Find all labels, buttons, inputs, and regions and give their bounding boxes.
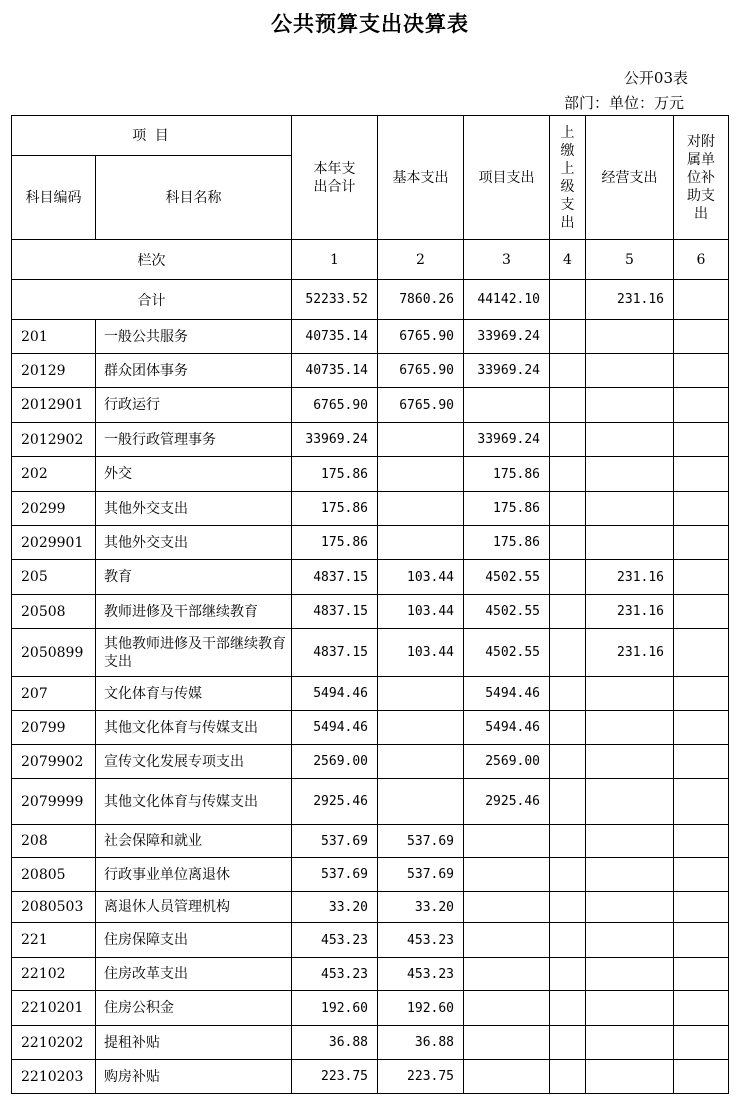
amount-project [464,1026,550,1060]
amount-basic [378,492,464,526]
table-row [12,825,729,858]
amount-project: 4502.55 [464,595,550,629]
amount-project: 175.86 [464,492,550,526]
amount-upper [550,526,586,560]
amount-basic [378,711,464,745]
amount-business [586,457,674,492]
amount-total: 537.69 [292,825,378,858]
amount-subsidy [674,745,729,779]
total-label: 合计 [12,280,292,320]
amount-basic: 36.88 [378,1026,464,1060]
amount-total: 33.20 [292,892,378,923]
amount-upper [550,423,586,457]
amount-subsidy [674,492,729,526]
header-name: 科目名称 [96,156,292,240]
subject-code: 2029901 [12,526,96,560]
table-row [12,595,729,629]
amount-business [586,892,674,923]
subject-name: 其他外交支出 [96,526,292,560]
table-row [12,423,729,457]
table-row [12,711,729,745]
total-cell: 7860.26 [378,280,464,320]
amount-project: 33969.24 [464,354,550,388]
column-number: 3 [464,240,550,280]
header-basic: 基本支出 [378,116,464,240]
header-code: 科目编码 [12,156,96,240]
total-cell: 44142.10 [464,280,550,320]
amount-total: 2569.00 [292,745,378,779]
amount-upper [550,354,586,388]
amount-project [464,858,550,892]
amount-business [586,958,674,991]
amount-total: 40735.14 [292,354,378,388]
subject-code: 20805 [12,858,96,892]
table-row [12,858,729,892]
amount-business [586,711,674,745]
subject-code: 2210201 [12,991,96,1026]
page-title: 公共预算支出决算表 [271,12,469,36]
amount-subsidy [674,892,729,923]
subject-name: 提租补贴 [96,1026,292,1060]
amount-upper [550,492,586,526]
amount-business [586,825,674,858]
amount-total: 5494.46 [292,677,378,711]
amount-project: 2569.00 [464,745,550,779]
amount-subsidy [674,958,729,991]
subject-name: 文化体育与传媒 [96,677,292,711]
amount-upper [550,958,586,991]
header-item-group: 项 目 [12,116,292,156]
amount-basic [378,745,464,779]
amount-total: 175.86 [292,526,378,560]
amount-subsidy [674,779,729,825]
amount-basic [378,457,464,492]
amount-basic: 6765.90 [378,354,464,388]
amount-upper [550,745,586,779]
amount-subsidy [674,595,729,629]
subject-code: 208 [12,825,96,858]
amount-subsidy [674,858,729,892]
total-cell [674,280,729,320]
amount-upper [550,388,586,423]
column-number: 5 [586,240,674,280]
amount-project: 175.86 [464,526,550,560]
amount-total: 175.86 [292,457,378,492]
header-upper: 上缴上级支出 [550,116,586,240]
amount-subsidy [674,526,729,560]
amount-project: 4502.55 [464,629,550,677]
amount-basic [378,423,464,457]
table-row [12,629,729,677]
amount-subsidy [674,560,729,595]
amount-business [586,388,674,423]
amount-project: 33969.24 [464,423,550,457]
amount-basic: 223.75 [378,1060,464,1094]
amount-project: 4502.55 [464,560,550,595]
amount-subsidy [674,320,729,354]
table-row [12,320,729,354]
subject-code: 2079902 [12,745,96,779]
subject-code: 20508 [12,595,96,629]
column-number: 4 [550,240,586,280]
amount-business [586,991,674,1026]
amount-business [586,526,674,560]
subject-name: 一般行政管理事务 [96,423,292,457]
amount-basic: 103.44 [378,595,464,629]
table-row [12,1026,729,1060]
amount-business [586,923,674,958]
table-row [12,677,729,711]
subject-name: 其他文化体育与传媒支出 [96,711,292,745]
amount-project: 5494.46 [464,711,550,745]
table-row [12,457,729,492]
subject-code: 2012901 [12,388,96,423]
amount-total: 36.88 [292,1026,378,1060]
amount-basic [378,677,464,711]
header-project: 项目支出 [464,116,550,240]
amount-upper [550,858,586,892]
amount-upper [550,1060,586,1094]
amount-total: 5494.46 [292,711,378,745]
amount-business [586,320,674,354]
subject-name: 外交 [96,457,292,492]
subject-code: 2210203 [12,1060,96,1094]
table-row [12,492,729,526]
amount-upper [550,629,586,677]
subject-code: 2079999 [12,779,96,825]
amount-upper [550,711,586,745]
subject-name: 住房保障支出 [96,923,292,958]
amount-total: 40735.14 [292,320,378,354]
header-business: 经营支出 [586,116,674,240]
amount-subsidy [674,354,729,388]
amount-business [586,1026,674,1060]
amount-basic: 537.69 [378,858,464,892]
amount-total: 4837.15 [292,595,378,629]
subject-name: 教师进修及干部继续教育 [96,595,292,629]
subject-name: 社会保障和就业 [96,825,292,858]
subject-name: 住房公积金 [96,991,292,1026]
amount-basic [378,526,464,560]
column-number: 6 [674,240,729,280]
amount-total: 223.75 [292,1060,378,1094]
subject-code: 205 [12,560,96,595]
amount-basic: 103.44 [378,629,464,677]
amount-business [586,779,674,825]
amount-upper [550,320,586,354]
amount-project: 5494.46 [464,677,550,711]
column-number: 2 [378,240,464,280]
amount-business [586,354,674,388]
amount-basic: 6765.90 [378,320,464,354]
subject-code: 2050899 [12,629,96,677]
table-row [12,1060,729,1094]
amount-business [586,492,674,526]
amount-business [586,1060,674,1094]
header-subsidy: 对附属单位补助支出 [674,116,729,240]
form-number: 公开03表 [623,69,688,87]
amount-upper [550,825,586,858]
subject-name: 行政运行 [96,388,292,423]
amount-project [464,991,550,1026]
subject-code: 22102 [12,958,96,991]
table-row [12,991,729,1026]
subject-code: 20799 [12,711,96,745]
amount-basic: 192.60 [378,991,464,1026]
amount-project [464,892,550,923]
amount-total: 537.69 [292,858,378,892]
amount-business: 231.16 [586,560,674,595]
header-total: 本年支出合计 [292,116,378,240]
subject-name: 其他外交支出 [96,492,292,526]
table-row [12,923,729,958]
amount-subsidy [674,457,729,492]
amount-project [464,923,550,958]
unit-line: 部门：单位：万元 [563,94,684,112]
subject-name: 其他教师进修及干部继续教育支出 [96,629,292,677]
amount-subsidy [674,1060,729,1094]
amount-upper [550,560,586,595]
amount-basic: 6765.90 [378,388,464,423]
amount-subsidy [674,991,729,1026]
amount-business: 231.16 [586,629,674,677]
amount-business: 231.16 [586,595,674,629]
subject-name: 宣传文化发展专项支出 [96,745,292,779]
subject-name: 住房改革支出 [96,958,292,991]
table-row [12,958,729,991]
amount-upper [550,595,586,629]
amount-upper [550,1026,586,1060]
amount-project [464,388,550,423]
amount-upper [550,457,586,492]
amount-total: 453.23 [292,958,378,991]
subject-name: 行政事业单位离退休 [96,858,292,892]
amount-project: 2925.46 [464,779,550,825]
amount-subsidy [674,711,729,745]
total-cell: 231.16 [586,280,674,320]
amount-total: 192.60 [292,991,378,1026]
subject-name: 群众团体事务 [96,354,292,388]
amount-subsidy [674,423,729,457]
amount-upper [550,779,586,825]
subject-name: 购房补贴 [96,1060,292,1094]
amount-total: 4837.15 [292,560,378,595]
amount-total: 2925.46 [292,779,378,825]
subject-code: 201 [12,320,96,354]
table-row [12,779,729,825]
amount-total: 453.23 [292,923,378,958]
total-row [12,280,729,320]
table-row [12,892,729,923]
amount-business [586,423,674,457]
amount-basic: 453.23 [378,923,464,958]
subject-name: 其他文化体育与传媒支出 [96,779,292,825]
amount-total: 4837.15 [292,629,378,677]
subject-name: 教育 [96,560,292,595]
amount-subsidy [674,388,729,423]
subject-code: 221 [12,923,96,958]
amount-subsidy [674,825,729,858]
amount-basic: 453.23 [378,958,464,991]
subject-name: 离退休人员管理机构 [96,892,292,923]
amount-total: 175.86 [292,492,378,526]
amount-subsidy [674,677,729,711]
subject-code: 20129 [12,354,96,388]
subject-code: 207 [12,677,96,711]
total-cell [550,280,586,320]
table-row [12,526,729,560]
amount-business [586,745,674,779]
amount-basic: 103.44 [378,560,464,595]
amount-total: 33969.24 [292,423,378,457]
amount-project: 175.86 [464,457,550,492]
subject-code: 2210202 [12,1026,96,1060]
amount-upper [550,892,586,923]
subject-name: 一般公共服务 [96,320,292,354]
amount-project [464,825,550,858]
table-row [12,745,729,779]
column-number-label: 栏次 [12,240,292,280]
amount-basic: 33.20 [378,892,464,923]
amount-subsidy [674,629,729,677]
amount-project [464,958,550,991]
subject-code: 20299 [12,492,96,526]
amount-subsidy [674,923,729,958]
amount-total: 6765.90 [292,388,378,423]
amount-upper [550,991,586,1026]
amount-upper [550,923,586,958]
amount-subsidy [674,1026,729,1060]
amount-business [586,858,674,892]
table-row [12,354,729,388]
column-number: 1 [292,240,378,280]
amount-upper [550,677,586,711]
amount-basic [378,779,464,825]
amount-basic: 537.69 [378,825,464,858]
table-row [12,388,729,423]
amount-business [586,677,674,711]
subject-code: 2080503 [12,892,96,923]
table-row [12,560,729,595]
amount-project [464,1060,550,1094]
subject-code: 202 [12,457,96,492]
amount-project: 33969.24 [464,320,550,354]
expenditure-table [11,115,729,1094]
subject-code: 2012902 [12,423,96,457]
total-cell: 52233.52 [292,280,378,320]
